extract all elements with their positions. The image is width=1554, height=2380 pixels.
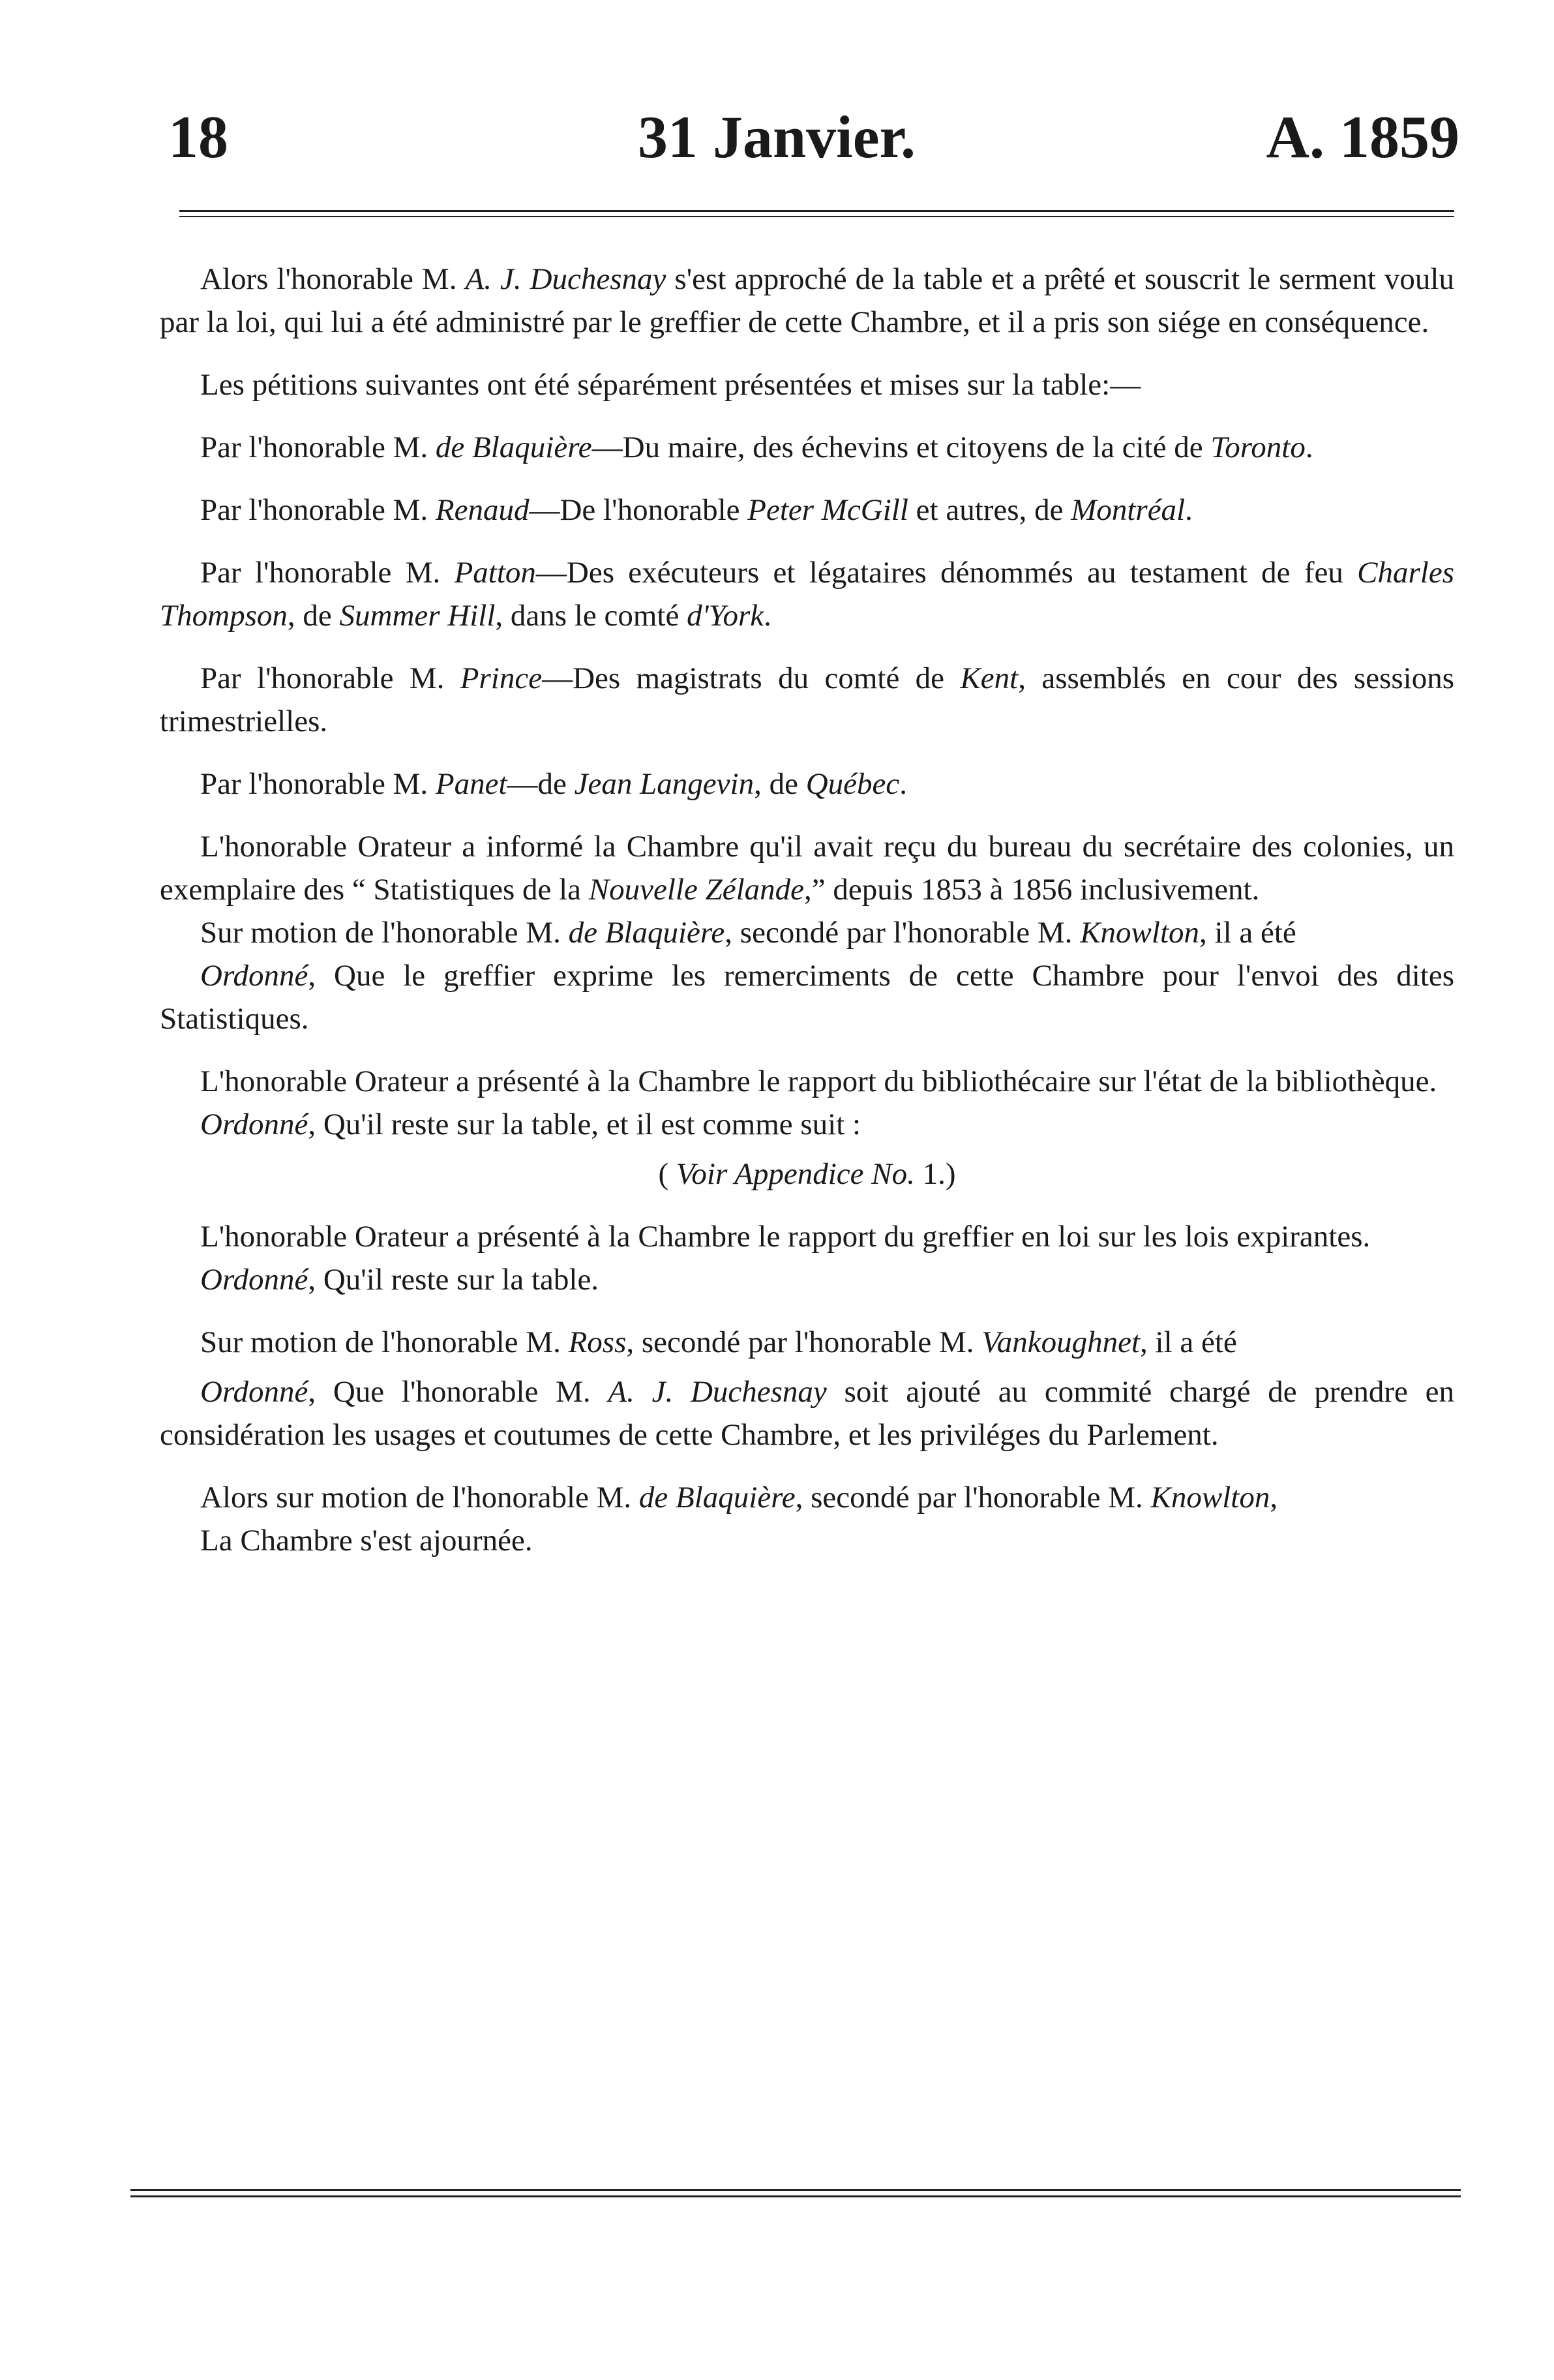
paragraph-text: , assemblés en cour des sessions trimestrielles. xyxy=(160,661,1454,738)
paragraph xyxy=(160,363,1454,406)
paragraph-text: Par l'honorable M. xyxy=(200,493,436,527)
italic-text: Ordonné xyxy=(200,1107,308,1141)
italic-text: Montréal xyxy=(1071,493,1186,527)
paragraph-text: —De l'honorable xyxy=(529,493,748,527)
paragraph-text: , secondé par l'honorable M. xyxy=(795,1481,1151,1514)
paragraph-text: Les pétitions suivantes ont été séparément présentées et mises sur la table:— xyxy=(200,368,1141,402)
italic-text: Knowlton xyxy=(1080,916,1200,950)
italic-text: de Blaquière xyxy=(435,430,592,464)
italic-text: Ordonné xyxy=(200,1263,308,1297)
paragraph-text: , de xyxy=(287,599,340,633)
italic-text: de Blaquière xyxy=(568,916,725,950)
header-rule xyxy=(179,210,1454,217)
paragraph xyxy=(160,1060,1454,1103)
italic-text: Renaud xyxy=(435,493,530,527)
paragraph-text: . xyxy=(899,767,907,801)
paragraph xyxy=(160,1476,1454,1519)
italic-text: Kent xyxy=(960,661,1019,695)
paragraph-text: Sur motion de l'honorable M. xyxy=(200,916,569,950)
paragraph xyxy=(160,911,1454,954)
paragraph-text: , Qu'il reste sur la table. xyxy=(308,1263,599,1297)
italic-text: de Blaquière xyxy=(638,1481,796,1514)
italic-text: Charles Thompson xyxy=(160,556,1455,633)
paragraph-text: soit ajouté au commité chargé de prendre en considération les usages et coutumes de cette Chambre, et les priviléges du Parlement. xyxy=(160,1375,1454,1452)
page-number: 18 xyxy=(168,104,228,170)
paragraph xyxy=(160,825,1454,911)
header-date: 31 Janvier. xyxy=(638,104,916,170)
paragraph xyxy=(160,258,1454,344)
paragraph-text: 1.) xyxy=(914,1157,956,1191)
paragraph-text: , xyxy=(1270,1481,1278,1514)
paragraph-text: —Des exécuteurs et légataires dénommés au testament de feu xyxy=(535,556,1358,590)
italic-text: Panet xyxy=(435,767,507,801)
paragraph-text: Par l'honorable M. xyxy=(200,556,455,590)
paragraph xyxy=(160,954,1454,1040)
paragraph xyxy=(160,1519,1454,1562)
footer-rule xyxy=(130,2189,1461,2197)
paragraph-text: Par l'honorable M. xyxy=(200,767,436,801)
italic-text: Peter McGill xyxy=(747,493,908,527)
paragraph-text: . xyxy=(764,599,771,633)
paragraph-text: —de xyxy=(507,767,575,801)
paragraph-text: , Qu'il reste sur la table, et il est comme suit : xyxy=(308,1107,861,1141)
paragraph-text: L'honorable Orateur a présenté à la Chambre le rapport du bibliothécaire sur l'état de la bibliothèque. xyxy=(200,1064,1437,1098)
paragraph-text: , Que le greffier exprime les remerciments de cette Chambre pour l'envoi des dites Statistiques. xyxy=(160,959,1454,1036)
paragraph-text: Alors l'honorable M. xyxy=(200,262,466,296)
italic-text: Jean Langevin xyxy=(574,767,755,801)
italic-text: Nouvelle Zélande xyxy=(588,873,805,907)
paragraph xyxy=(160,426,1454,469)
header-year: A. 1859 xyxy=(1266,104,1459,170)
paragraph-text: , dans le comté xyxy=(495,599,687,633)
paragraph xyxy=(160,657,1454,743)
paragraph xyxy=(160,1215,1454,1258)
italic-text: A. J. Duchesnay xyxy=(608,1375,827,1409)
paragraph-text: , secondé par l'honorable M. xyxy=(626,1325,982,1359)
paragraph xyxy=(160,1152,1454,1196)
italic-text: A. J. Duchesnay xyxy=(465,262,666,296)
paragraph-text: , de xyxy=(754,767,806,801)
body-text xyxy=(160,258,1454,1562)
paragraph-text: , il a été xyxy=(1140,1325,1237,1359)
paragraph-text: . xyxy=(1305,430,1313,464)
paragraph xyxy=(160,1103,1454,1146)
paragraph xyxy=(160,1258,1454,1301)
paragraph-text: L'honorable Orateur a présenté à la Chambre le rapport du greffier en loi sur les lois expirantes. xyxy=(200,1220,1371,1254)
paragraph xyxy=(160,1370,1454,1456)
italic-text: Voir Appendice No. xyxy=(676,1157,915,1191)
paragraph-text: , secondé par l'honorable M. xyxy=(725,916,1081,950)
paragraph-text: Par l'honorable M. xyxy=(200,430,436,464)
paragraph-text: Par l'honorable M. xyxy=(200,661,460,695)
paragraph xyxy=(160,489,1454,532)
italic-text: Ordonné xyxy=(200,959,308,993)
paragraph-text: et autres, de xyxy=(908,493,1071,527)
italic-text: Toronto xyxy=(1210,430,1306,464)
paragraph-text: , Que l'honorable M. xyxy=(308,1375,608,1409)
italic-text: Knowlton xyxy=(1150,1481,1270,1514)
paragraph-text: L'honorable Orateur a informé la Chambre qu'il avait reçu du bureau du secrétaire des colonies, un exemplaire des “ Statistiques de la xyxy=(160,830,1454,907)
paragraph-text: , il a été xyxy=(1199,916,1296,950)
italic-text: Québec xyxy=(805,767,900,801)
italic-text: Ordonné xyxy=(200,1375,308,1409)
page-header xyxy=(168,98,1459,176)
paragraph-text: —Du maire, des échevins et citoyens de la cité de xyxy=(591,430,1211,464)
paragraph-text: ,” depuis 1853 à 1856 inclusivement. xyxy=(804,873,1260,907)
paragraph-text: Sur motion de l'honorable M. xyxy=(200,1325,569,1359)
paragraph-text: . xyxy=(1185,493,1193,527)
paragraph xyxy=(160,1321,1454,1364)
paragraph-text: s'est approché de la table et a prêté et souscrit le serment voulu par la loi, qui lui a été administré par le greffier de cette Chambre, et il a pris son siége en conséquence. xyxy=(160,262,1454,339)
italic-text: d'York xyxy=(687,599,764,633)
italic-text: Ross xyxy=(568,1325,627,1359)
italic-text: Prince xyxy=(460,661,543,695)
paragraph xyxy=(160,762,1454,806)
paragraph xyxy=(160,551,1454,637)
paragraph-text: La Chambre s'est ajournée. xyxy=(200,1524,533,1558)
paragraph-text: —Des magistrats du comté de xyxy=(542,661,961,695)
italic-text: Summer Hill xyxy=(339,599,496,633)
italic-text: Patton xyxy=(454,556,536,590)
italic-text: Vankoughnet xyxy=(981,1325,1141,1359)
paragraph-text: Alors sur motion de l'honorable M. xyxy=(200,1481,639,1514)
paragraph-text: ( xyxy=(658,1157,676,1191)
